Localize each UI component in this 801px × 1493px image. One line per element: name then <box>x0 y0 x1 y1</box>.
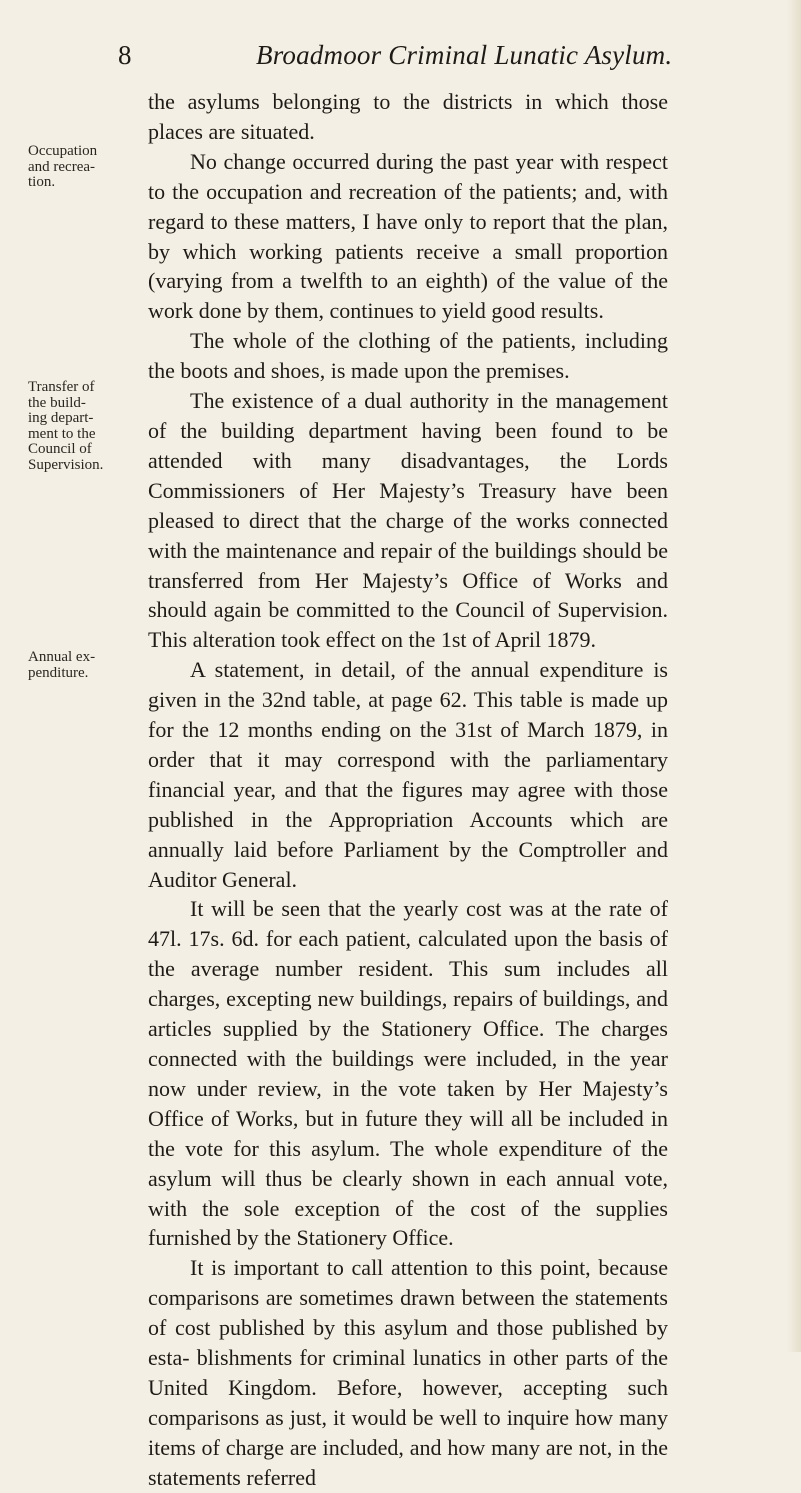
margin-note-line: penditure. <box>28 664 89 681</box>
margin-note-line: ment to the <box>28 425 96 442</box>
paragraph: The existence of a dual authority in the management of the building department having been found to be attended with many disadvantages, the Lords Commissioners of Her Majesty’s Treasury have been pleased to direct that the charge of the works connected with the maintenance and repair of the buildings should be transferred from Her Majesty’s Office of Works and should again be committed to the Council of Supervision. This alteration took effect on the 1st of April 1879. <box>148 388 668 653</box>
margin-note-line: the build- <box>28 394 86 411</box>
margin-note-line: and recrea- <box>28 158 96 175</box>
margin-note-line: Transfer of <box>28 379 95 395</box>
paragraph: It will be seen that the yearly cost was at the rate of 47l. 17s. 6d. for each patient, calculated upon the basis of the average number resident. This sum includes all charges, excepting new buildings, repairs of buildings, and articles supplied by the Stationery Office. The charges connected with the buildings were included, in the year now under review, in the vote taken by Her Majesty’s Office of Works, but in future they will all be included in the vote for this asylum. The whole expenditure of the asylum will thus be clearly shown in each annual vote, with the sole exception of the cost of the supplies furnished by the Stationery Office. <box>148 896 668 1251</box>
running-title: Broadmoor Criminal Lunatic Asylum. <box>256 40 673 70</box>
margin-note-line: tion. <box>28 174 56 191</box>
body-text <box>148 87 668 1493</box>
page-edge-shadow <box>787 0 801 1352</box>
margin-note-line: Occupation <box>28 143 98 159</box>
margin-note-transfer <box>28 380 120 474</box>
paragraph: The whole of the clothing of the patients, including the boots and shoes, is made upon the premises. <box>148 328 668 384</box>
margin-note-occupation <box>28 144 120 191</box>
paragraph: A statement, in detail, of the annual expenditure is given in the 32nd table, at page 62. This table is made up for the 12 months ending on the 31st of March 1879, in order that it may correspond with the parliamentary financial year, and that the figures may agree with those published in the Appropriation Accounts which are annually laid before Parliament by the Comptroller and Auditor General. <box>148 657 668 892</box>
margin-note-expenditure <box>28 650 120 681</box>
paragraph: the asylums belonging to the districts in which those places are situated. <box>148 89 668 144</box>
margin-note-line: ing depart- <box>28 410 94 427</box>
margin-note-line: Supervision. <box>28 456 104 473</box>
margin-note-line: Council of <box>28 441 92 458</box>
paragraph: It is important to call attention to this point, because comparisons are sometimes drawn between the statements of cost published by this asylum and those published by esta- blishments for criminal lunatics in other parts of the United Kingdom. Before, however, accepting such comparisons as just, it would be well to inquire how many items of charge are included, and how many are not, in the statements referred <box>148 1255 668 1490</box>
running-header <box>0 40 801 80</box>
margin-note-line: Annual ex- <box>28 649 96 665</box>
page-number: 8 <box>118 40 132 70</box>
paragraph: No change occurred during the past year with respect to the occupation and recreation of the patients; and, with regard to these matters, I have only to report that the plan, by which working patients receive a small proportion (varying from a twelfth to an eighth) of the value of the work done by them, continues to yield good results. <box>148 148 668 324</box>
